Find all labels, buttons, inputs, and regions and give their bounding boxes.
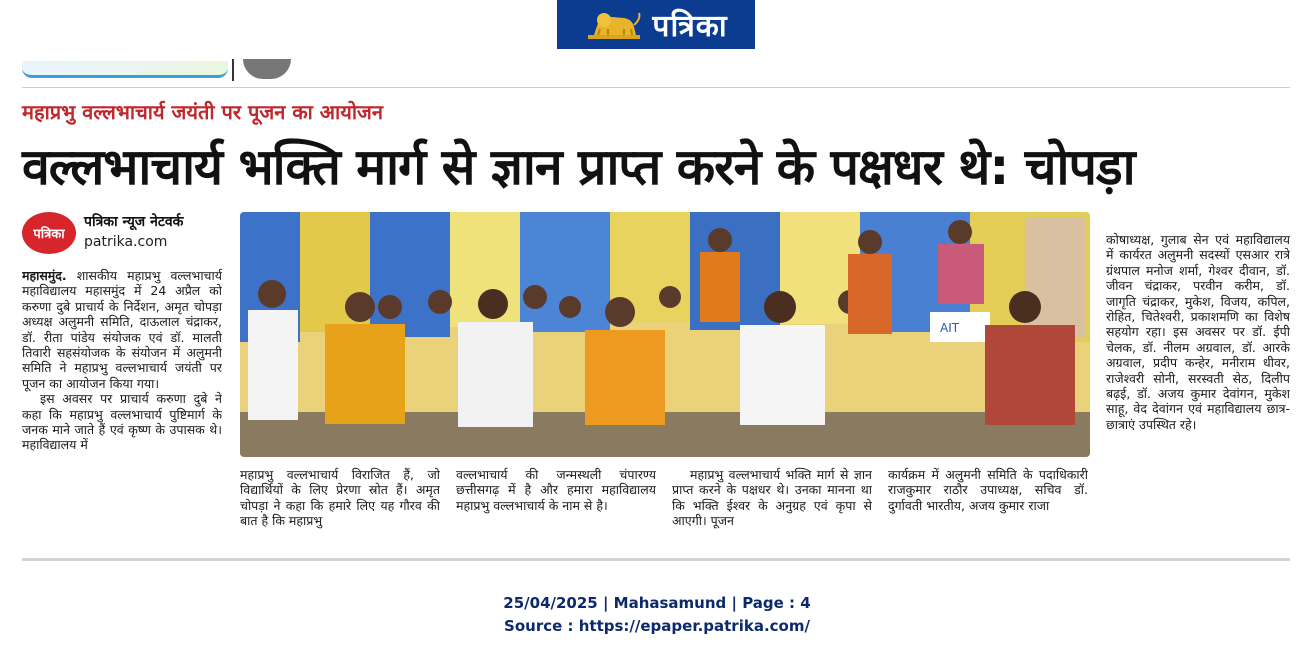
patrika-badge-icon: पत्रिका: [22, 212, 76, 254]
column-3-text: वल्लभाचार्य की जन्मस्थली चंपारण्य छत्तीसगढ़ में है और हमारा महाविद्यालय महाप्रभु वल्लभाचार्य के नाम से है।: [456, 467, 656, 513]
patrika-masthead: [557, 0, 755, 49]
byline: [22, 210, 232, 260]
bottom-rule: [22, 558, 1290, 561]
footer-date-page: 25/04/2025 | Mahasamund | Page : 4: [503, 594, 811, 612]
article-column-5: [888, 467, 1088, 553]
masthead-title: पत्रिका: [652, 9, 728, 44]
event-photo-illustration: [240, 212, 1090, 457]
footer-source[interactable]: Source : https://epaper.patrika.com/: [504, 617, 810, 635]
column-2-text: महाप्रभु वल्लभाचार्य विराजित हैं, जो विद्यार्थियों के लिए प्रेरणा स्रोत हैं। अमृत चोपड़ा ने कहा कि हमारे लिए यह गौरव की बात है कि महाप्रभु: [240, 467, 440, 529]
column-6-text: कोषाध्यक्ष, गुलाब सेन एवं महाविद्यालय में कार्यरत अलुमनी सदस्यों एसआर रात्रे ग्रंथपाल मनोज शर्मा, गेश्वर दीवान, डॉ. जीवन चंद्राकर, परवीन करीम, डॉ. जागृति चंद्राकर, मुकेश, विजय, कपिल, रोहित, चितेश्वरी, प्रकाशमणि का विशेष सहयोग रहा। इस अवसर पर डॉ. ईपी चेलक, डॉ. नीलम अग्रवाल, डॉ. आरके अग्रवाल, प्रदीप कन्हेर, मनीराम धीवर, राजेश्वरी सोनी, सरस्वती सेठ, दिलीप बढ़ई, डॉ. अजय कुमार देवांगन, मुकेश साहू, वेद देवांगन एवं महाविद्यालय छात्र-छात्राएं उपस्थित रहे।: [1106, 232, 1290, 432]
article-kicker: महाप्रभु वल्लभाचार्य जयंती पर पूजन का आयोजन: [22, 100, 383, 124]
column-1-paragraph-2: इस अवसर पर प्राचार्य करुणा दुबे ने कहा कि महाप्रभु वल्लभाचार्य पुष्टिमार्ग के जनक माने जाते हैं एवं कृष्ण के उपासक थे। महाविद्यालय में: [22, 391, 222, 453]
article-column-3: [456, 467, 656, 553]
top-rule: [22, 87, 1290, 88]
column-4-text: महाप्रभु वल्लभाचार्य भक्ति मार्ग से ज्ञान प्राप्त करने के पक्षधर थे। उनका मानना था कि भक्ति ईश्वर के अनुग्रह एवं कृपा से आएगी। पूजन: [672, 467, 872, 529]
article-column-2: [240, 467, 440, 553]
dateline-place: महासमुंद.: [22, 268, 67, 283]
byline-site[interactable]: patrika.com: [84, 234, 168, 250]
article-headline: वल्लभाचार्य भक्ति मार्ग से ज्ञान प्राप्त करने के पक्षधर थे: चोपड़ा: [22, 138, 1135, 196]
lion-logo-icon: [584, 5, 644, 45]
strip-banner: [22, 61, 228, 78]
byline-name: पत्रिका न्यूज नेटवर्क: [84, 214, 184, 230]
article-column-6: [1106, 232, 1290, 554]
event-photo: [240, 212, 1090, 457]
strip-photo-edge: [243, 59, 291, 79]
photo-banner-text: AIT: [940, 321, 960, 335]
article-column-4: [672, 467, 872, 553]
column-1-paragraph-1: शासकीय महाप्रभु वल्लभाचार्य महाविद्यालय महासमुंद में 24 अप्रैल को करुणा दुबे प्राचार्य के निर्देशन, अमृत चोपड़ा अध्यक्ष अलुमनी समिति, दाऊलाल चंद्राकर, डॉ. रीता पांडेय संयोजक एवं डॉ. मालती तिवारी सहसंयोजक के संयोजन में अलुमनी समिति ने महाप्रभु वल्लभाचार्य जयंती पर पूजन का आयोजन किया गया।: [22, 268, 222, 391]
previous-article-strip: [0, 55, 1314, 85]
article-column-1: [22, 268, 222, 553]
column-5-text: कार्यक्रम में अलुमनी समिति के पदाधिकारी राजकुमार राठौर उपाध्यक्ष, सचिव डॉ. दुर्गावती भारतीय, अजय कुमार राजा: [888, 467, 1088, 513]
strip-divider: [232, 59, 234, 81]
